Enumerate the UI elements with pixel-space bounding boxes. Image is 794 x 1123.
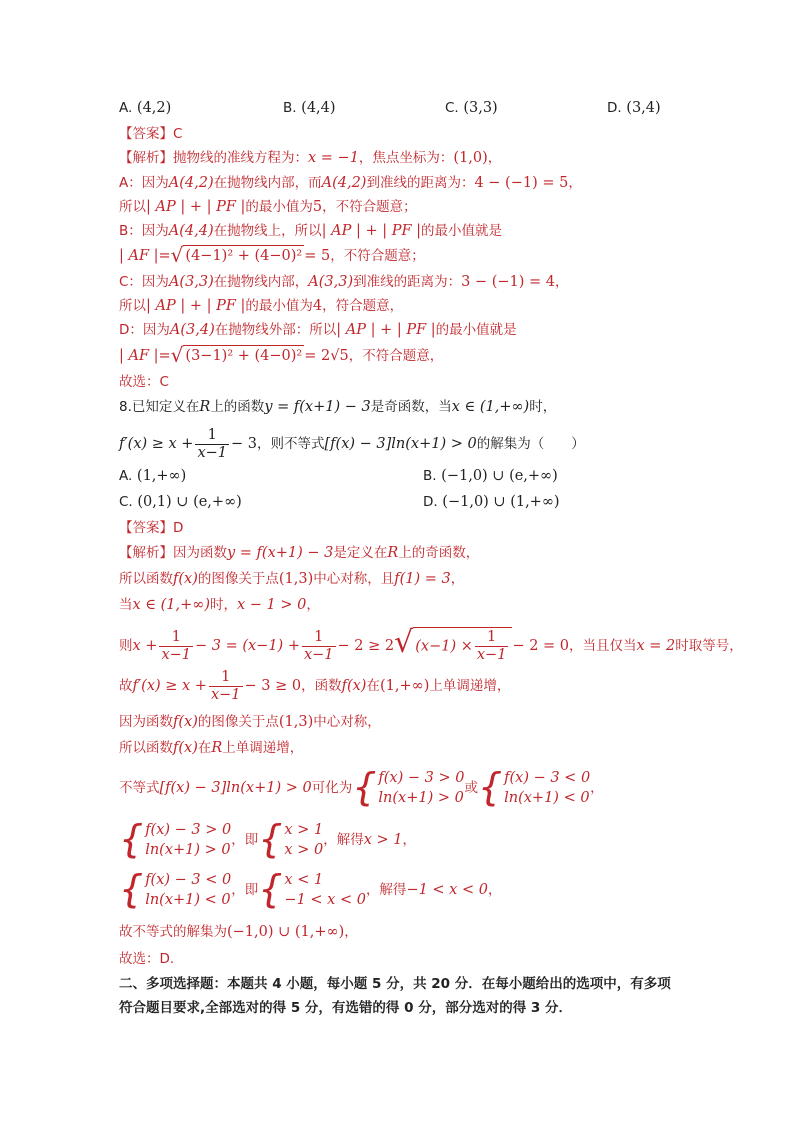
- q8-answer: 【答案】D: [119, 520, 184, 536]
- q7-analysis-line-3: 所以| AP | + | PF |的最小值为5，不符合题意；: [119, 199, 417, 215]
- q8-analysis-line-3: 当x ∈ (1,+∞)时，x − 1 > 0，: [119, 597, 320, 613]
- sqrt-sign: √: [394, 625, 414, 660]
- q7-analysis-line-4: B：因为A(4,4)在抛物线上，所以| AP | + | PF |的最小值就是: [119, 223, 503, 239]
- q8-choose: 故选：D.: [119, 951, 175, 967]
- q8-option-c: C. (0,1) ∪ (e,+∞): [119, 494, 242, 510]
- equation-system: { f(x) − 3 > 0 ln(x+1) > 0: [119, 817, 232, 861]
- q8-analysis-line-4: 则x + $\frac{1}{x-1}$ − 3 = (x−1) + $\frac{1}{x-1}$ − 2 ≥ 2√ (x−1) × $\frac{1}{x-1}$ − 2 = 0，当且仅当x = 2时取等号，: [119, 625, 743, 663]
- q8-analysis-line-6: 因为函数f(x)的图像关于点(1,3)中心对称，: [119, 714, 381, 730]
- q8-analysis-line-1: 【解析】因为函数y = f(x+1) − 3是定义在R上的奇函数，: [119, 545, 480, 561]
- q7-analysis-line-1: 【解析】抛物线的准线方程为：x = −1，焦点坐标为：(1,0)，: [119, 150, 502, 166]
- q8-analysis-line-11: 故不等式的解集为(−1,0) ∪ (1,+∞)，: [119, 924, 358, 940]
- section-heading-line-2: 符合题目要求,全部选对的得 5 分，有选错的得 0 分，部分选对的得 3 分．: [119, 1000, 573, 1016]
- q8-analysis-line-5: 故f′(x) ≥ x + $\frac{1}{x-1}$ − 3 ≥ 0，函数f(x)在(1,+∞)上单调递增，: [119, 668, 511, 703]
- q7-analysis-line-2: A：因为A(4,2)在抛物线内部，而A(4,2)到准线的距离为：4 − (−1) = 5，: [119, 175, 582, 191]
- q7-option-d: D. (3,4): [607, 100, 661, 116]
- q7-answer: 【答案】C: [119, 126, 183, 142]
- fraction: $\frac{1}{x-1}$: [303, 628, 334, 663]
- q7-analysis-line-9: | AF |=√ (3−1)² + (4−0)² = 2√5，不符合题意，: [119, 343, 444, 367]
- q7-analysis-line-5: | AF |=√ (4−1)² + (4−0)² = 5，不符合题意；: [119, 243, 425, 267]
- section-heading-line-1: 二、多项选择题：本题共 4 小题，每小题 5 分，共 20 分．在每小题给出的选项中，有多项: [119, 976, 671, 992]
- sqrt-body: (x−1) × $\frac{1}{x-1}$: [413, 627, 512, 664]
- fraction: $\frac{1}{x-1}$: [161, 628, 191, 663]
- q8-analysis-line-10: { f(x) − 3 < 0 ln(x+1) < 0 ，即 { x < 1 −1 < x < 0 ，解得 −1 < x < 0 ，: [119, 867, 502, 911]
- q8-analysis-line-7: 所以函数f(x)在R上单调递增，: [119, 740, 304, 756]
- q8-stem-line-2: f′(x) ≥ x + $\frac{1}{x-1}$ − 3，则不等式[f(x) − 3]ln(x+1) > 0的解集为（ ）: [119, 426, 585, 461]
- q8-analysis-line-8: 不等式 [f(x) − 3]ln(x+1) > 0 可化为 { f(x) − 3 > 0 ln(x+1) > 0 或 { f(x) − 3 < 0 ln(x+1) < 0 ，: [119, 765, 604, 809]
- fraction: $\frac{1}{x-1}$: [476, 628, 507, 663]
- q8-option-b: B. (−1,0) ∪ (e,+∞): [423, 468, 558, 484]
- q7-option-b: B. (4,4): [283, 100, 336, 116]
- equation-system: { x > 1 x > 0: [258, 817, 324, 861]
- q7-choose: 故选：C: [119, 374, 169, 390]
- q8-analysis-line-9: { f(x) − 3 > 0 ln(x+1) > 0 ，即 { x > 1 x > 0 ，解得 x > 1 ，: [119, 817, 416, 861]
- sqrt-sign: √: [170, 343, 184, 367]
- q8-stem-line-1: 8.已知定义在R上的函数y = f(x+1) − 3是奇函数，当x ∈ (1,+∞)时，: [119, 399, 557, 415]
- q7-option-c: C. (3,3): [445, 100, 498, 116]
- q7-option-a: A. (4,2): [119, 100, 172, 116]
- equation-system: { f(x) − 3 > 0 ln(x+1) > 0: [352, 765, 465, 809]
- q7-analysis-line-8: D：因为A(3,4)在抛物线外部：所以| AP | + | PF |的最小值就是: [119, 322, 517, 338]
- fraction: $\frac{1}{x-1}$: [197, 426, 228, 461]
- q7-analysis-line-7: 所以| AP | + | PF |的最小值为4，符合题意，: [119, 298, 404, 314]
- equation-system: { f(x) − 3 < 0 ln(x+1) < 0: [119, 867, 232, 911]
- q7-analysis-line-6: C：因为A(3,3)在抛物线内部，A(3,3)到准线的距离为：3 − (−1) = 4，: [119, 274, 569, 290]
- q8-analysis-line-2: 所以函数f(x)的图像关于点(1,3)中心对称，且f(1) = 3，: [119, 571, 465, 587]
- q8-option-a: A. (1,+∞): [119, 468, 187, 484]
- equation-system: { x < 1 −1 < x < 0: [258, 867, 366, 911]
- sqrt-sign: √: [170, 243, 184, 267]
- fraction: $\frac{1}{x-1}$: [210, 668, 241, 703]
- q8-option-d: D. (−1,0) ∪ (1,+∞): [423, 494, 560, 510]
- equation-system: { f(x) − 3 < 0 ln(x+1) < 0: [477, 765, 591, 809]
